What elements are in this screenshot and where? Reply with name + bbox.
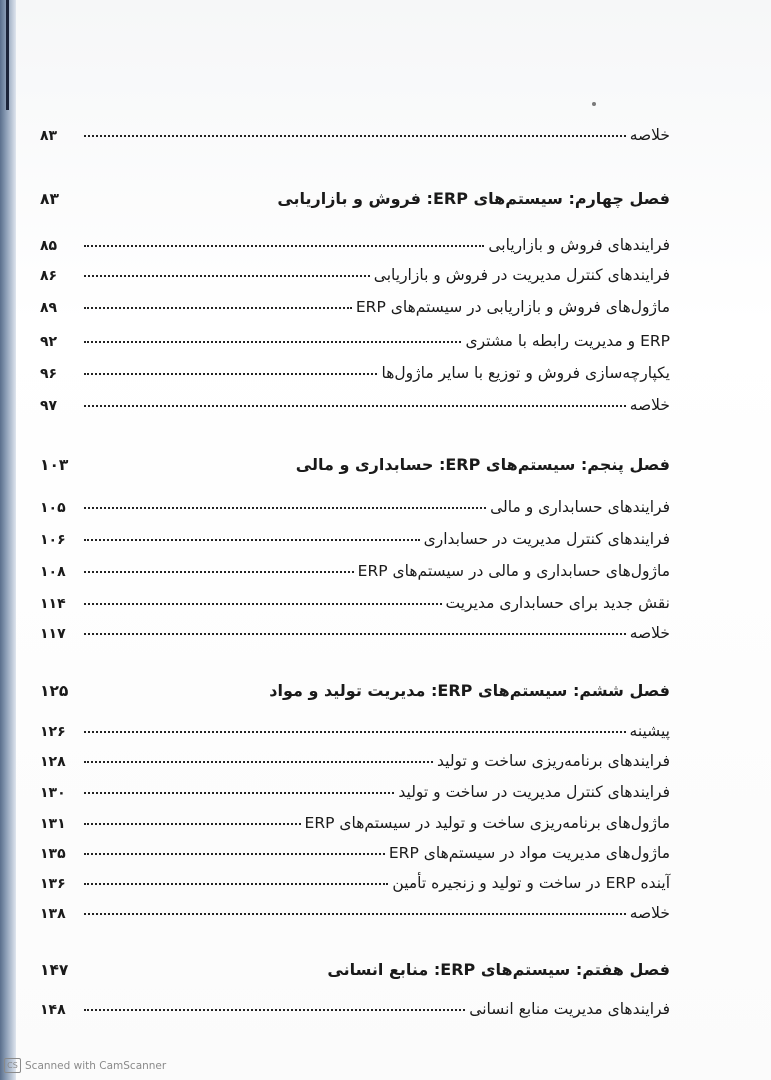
toc-entry [40,126,670,144]
entry-page: ۱۰۵ [40,500,66,516]
toc-entry [40,1000,670,1018]
dot-leader [84,823,301,825]
entry-page: ۱۲۸ [40,754,66,770]
camscanner-icon: CS [4,1058,21,1073]
dot-leader [84,245,484,247]
entry-title: فرایندهای فروش و بازاریابی [488,236,670,254]
entry-title: خلاصه [629,126,670,144]
dot-leader [84,1009,465,1011]
toc-entry [40,783,670,801]
entry-page: ۱۳۱ [40,816,66,832]
scanner-watermark [4,1058,166,1073]
toc-entry [40,332,670,350]
entry-title: یکپارچه‌سازی فروش و توزیع با سایر ماژول‌ها [381,364,670,382]
entry-page: ۸۵ [40,238,58,254]
entry-page: ۱۳۵ [40,846,66,862]
entry-title: فرایندهای کنترل مدیریت در ساخت و تولید [398,783,670,801]
entry-title: فرایندهای مدیریت منابع انسانی [469,1000,670,1018]
chapter-page: ۱۲۵ [40,682,69,700]
entry-title: ERP و مدیریت رابطه با مشتری [465,332,670,350]
entry-page: ۸۳ [40,128,58,144]
entry-title: ماژول‌های مدیریت مواد در سیستم‌های ERP [388,844,670,862]
toc-entry [40,844,670,862]
chapter-heading [40,189,670,208]
chapter-title: فصل چهارم: سیستم‌های ERP: فروش و بازاریابی [277,189,670,208]
dot-leader [84,761,433,763]
entry-title: فرایندهای حسابداری و مالی [490,498,670,516]
toc-entry [40,722,670,740]
toc-page [16,0,771,1080]
dot-leader [84,571,354,573]
dot-leader [84,792,394,794]
entry-page: ۱۳۰ [40,785,66,801]
entry-title: فرایندهای برنامه‌ریزی ساخت و تولید [437,752,670,770]
dot-leader [84,913,626,915]
entry-title: ماژول‌های فروش و بازاریابی در سیستم‌های ERP [355,298,670,316]
entry-title: خلاصه [629,904,670,922]
toc-entry [40,498,670,516]
entry-page: ۱۴۸ [40,1002,66,1018]
entry-page: ۸۶ [40,268,58,284]
toc-entry [40,594,670,612]
entry-title: فرایندهای کنترل مدیریت در حسابداری [423,530,670,548]
book-binding-edge [0,0,16,1080]
dot-leader [84,275,370,277]
dot-leader [84,135,626,137]
toc-entry [40,236,670,254]
dot-leader [84,603,442,605]
chapter-heading [40,960,670,979]
entry-title: آینده ERP در ساخت و تولید و زنجیره تأمین [392,874,670,892]
toc-entry [40,904,670,922]
chapter-heading [40,455,670,474]
dot-leader [84,307,352,309]
entry-page: ۹۲ [40,334,58,350]
toc-entry [40,874,670,892]
entry-title: خلاصه [629,624,670,642]
entry-page: ۱۰۶ [40,532,66,548]
entry-title: فرایندهای کنترل مدیریت در فروش و بازاریابی [373,266,670,284]
dot-leader [84,539,420,541]
chapter-title: فصل ششم: سیستم‌های ERP: مدیریت تولید و مواد [269,681,670,700]
entry-page: ۸۹ [40,300,58,316]
entry-page: ۱۱۴ [40,596,66,612]
toc-entry [40,266,670,284]
page-speck [592,102,596,106]
dot-leader [84,405,626,407]
entry-page: ۱۳۶ [40,876,66,892]
dot-leader [84,507,486,509]
dot-leader [84,731,626,733]
toc-entry [40,624,670,642]
entry-page: ۱۱۷ [40,626,66,642]
entry-title: ماژول‌های حسابداری و مالی در سیستم‌های ERP [357,562,670,580]
toc-entry [40,364,670,382]
toc-entry [40,562,670,580]
entry-page: ۱۲۶ [40,724,66,740]
entry-page: ۹۷ [40,398,58,414]
toc-entry [40,530,670,548]
dot-leader [84,853,385,855]
toc-entry [40,298,670,316]
dot-leader [84,373,377,375]
entry-page: ۱۰۸ [40,564,66,580]
toc-entry [40,396,670,414]
dot-leader [84,341,461,343]
toc-entry [40,814,670,832]
chapter-page: ۸۳ [40,190,59,208]
watermark-text: Scanned with CamScanner [25,1059,167,1072]
entry-title: خلاصه [629,396,670,414]
entry-page: ۹۶ [40,366,58,382]
dot-leader [84,633,626,635]
entry-title: ماژول‌های برنامه‌ریزی ساخت و تولید در سیستم‌های ERP [304,814,670,832]
toc-entry [40,752,670,770]
dot-leader [84,883,388,885]
entry-title: پیشینه [629,722,670,740]
entry-title: نقش جدید برای حسابداری مدیریت [445,594,670,612]
chapter-title: فصل پنجم: سیستم‌های ERP: حسابداری و مالی [295,455,670,474]
entry-page: ۱۳۸ [40,906,66,922]
chapter-heading [40,681,670,700]
chapter-page: ۱۴۷ [40,961,69,979]
chapter-title: فصل هفتم: سیستم‌های ERP: منابع انسانی [327,960,670,979]
chapter-page: ۱۰۳ [40,456,69,474]
